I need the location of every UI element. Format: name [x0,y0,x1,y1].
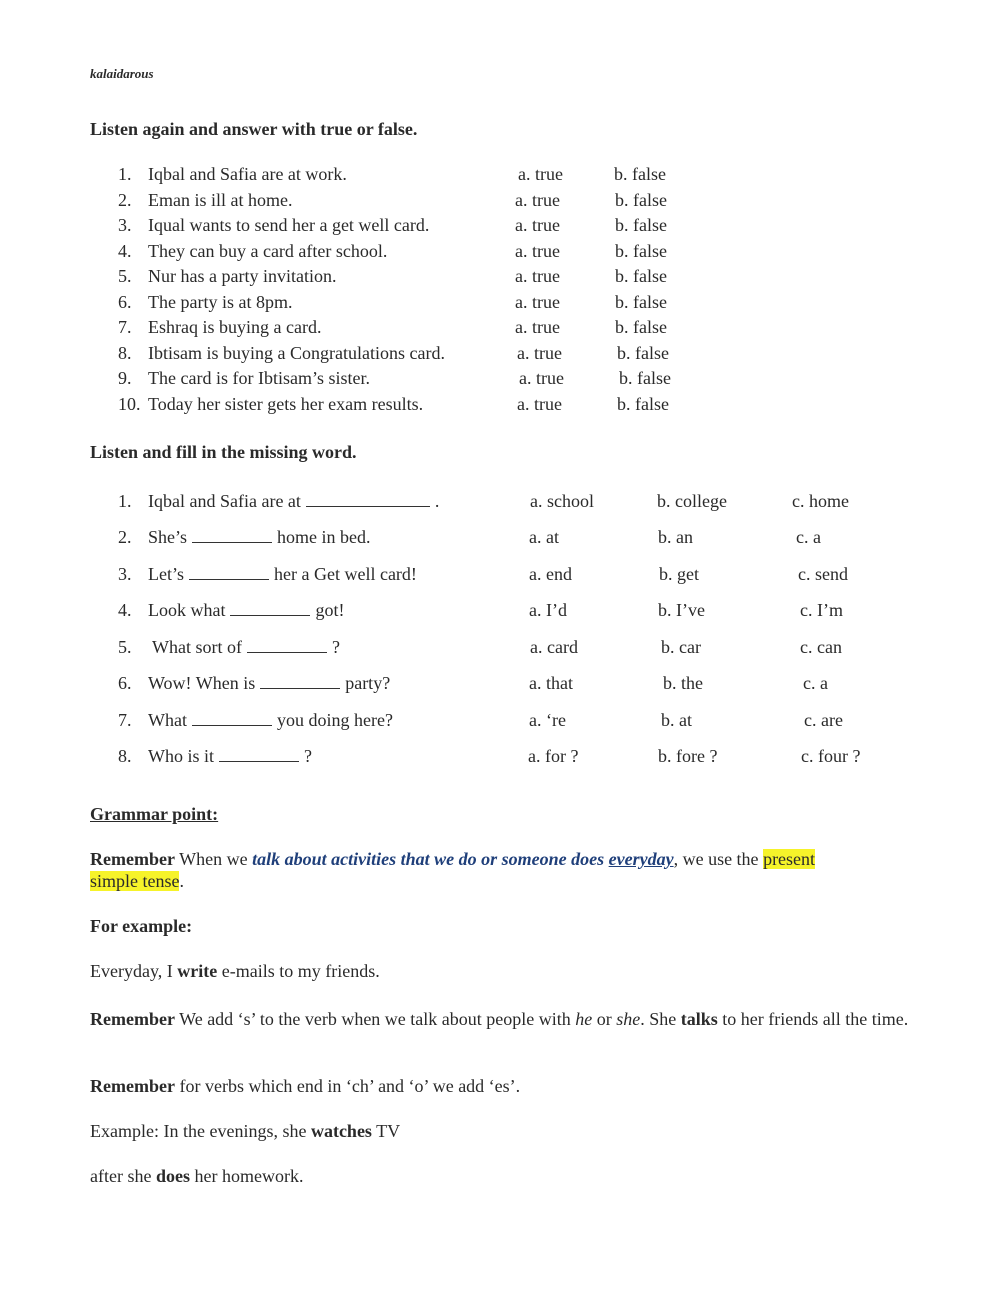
p1-text-a: When we [179,849,248,869]
remember-label: Remember [90,849,175,869]
question-number: 6. [118,673,132,693]
question-text: They can buy a card after school. [148,241,388,261]
option-false[interactable]: b. false [615,292,667,312]
option-false[interactable]: b. false [617,343,669,363]
ex3-text-b: her homework. [194,1166,304,1186]
ex1-text-a: Everyday, I [90,961,173,981]
fill-question-row [0,564,1000,588]
option-a[interactable]: a. for ? [528,746,579,766]
example-heading: For example: [90,916,193,936]
option-true[interactable]: a. true [515,215,560,235]
question-number: 5. [118,637,132,657]
option-false[interactable]: b. false [615,241,667,261]
p2-text-a: We add ‘s’ to the verb when we talk about people with [179,1009,571,1029]
fill-question-row [0,637,1000,661]
p2-text-b: . She [640,1009,677,1029]
ex2-text-a: Example: In the evenings, she [90,1121,307,1141]
option-true[interactable]: a. true [517,343,562,363]
sentence-end: her a Get well card! [274,564,417,584]
option-c[interactable]: c. send [798,564,848,584]
question-number: 2. [118,190,132,210]
example-sentence-2 [90,1121,400,1142]
option-b[interactable]: b. get [659,564,699,584]
tf-heading: Listen again and answer with true or false. [90,119,418,139]
option-false[interactable]: b. false [615,215,667,235]
grammar-paragraph-3 [90,1076,520,1097]
tf-question-row [0,368,1000,392]
p2-verb: talks [680,1009,718,1029]
tf-question-row [0,266,1000,290]
question-number: 1. [118,164,132,184]
option-true[interactable]: a. true [515,266,560,286]
option-c[interactable]: c. I’m [800,600,843,620]
option-a[interactable]: a. card [530,637,578,657]
p1-end: . [179,871,184,891]
option-c[interactable]: c. are [804,710,843,730]
sentence-end: home in bed. [277,527,371,547]
ex1-text-b: e-mails to my friends. [221,961,380,981]
example-sentence-1 [90,961,380,982]
answer-blank[interactable] [306,492,430,507]
answer-blank[interactable] [192,711,272,726]
question-sentence [148,710,393,731]
grammar-heading: Grammar point: [90,804,219,824]
question-number: 4. [118,241,132,261]
fill-question-row [0,491,1000,515]
fill-question-row [0,600,1000,624]
option-true[interactable]: a. true [515,190,560,210]
answer-blank[interactable] [247,638,327,653]
sentence-start: Wow! When is [148,673,256,693]
p1-everyday: everyday [608,849,674,869]
option-b[interactable]: b. an [658,527,693,547]
question-text: Iqual wants to send her a get well card. [148,215,430,235]
grammar-paragraph-1 [90,848,912,892]
question-number: 10. [118,394,141,414]
question-sentence [148,564,417,585]
answer-blank[interactable] [192,528,272,543]
fill-question-row [0,746,1000,770]
question-sentence [148,527,371,548]
p2-text-c: to her friends all the time. [722,1009,909,1029]
question-text: Nur has a party invitation. [148,266,337,286]
question-number: 8. [118,343,132,363]
question-number: 7. [118,710,132,730]
question-sentence [148,600,344,621]
tf-question-row [0,394,1000,418]
option-a[interactable]: a. school [530,491,594,511]
fill-question-row [0,673,1000,697]
question-number: 9. [118,368,132,388]
option-true[interactable]: a. true [515,241,560,261]
option-a[interactable]: a. that [529,673,573,693]
ex2-verb: watches [310,1121,372,1141]
question-text: Ibtisam is buying a Congratulations card. [148,343,445,363]
option-a[interactable]: a. I’d [529,600,567,620]
option-c[interactable]: c. a [803,673,828,693]
p2-she: she [616,1009,641,1029]
sentence-end: . [434,491,440,511]
sentence-end: ? [331,637,340,657]
ex1-verb: write [177,961,218,981]
option-a[interactable]: a. at [529,527,559,547]
option-true[interactable]: a. true [519,368,564,388]
ex2-text-b: TV [376,1121,401,1141]
author-name: kalaidarous [90,66,154,81]
ex3-text-a: after she [90,1166,152,1186]
option-b[interactable]: b. at [661,710,692,730]
question-sentence [148,491,439,512]
question-text: The party is at 8pm. [148,292,293,312]
sentence-start: She’s [148,527,188,547]
question-number: 1. [118,491,132,511]
option-false[interactable]: b. false [619,368,671,388]
p2-or: or [596,1009,612,1029]
option-b[interactable]: b. I’ve [658,600,705,620]
option-true[interactable]: a. true [515,317,560,337]
sentence-end: ? [304,746,312,766]
question-number: 8. [118,746,132,766]
ex3-verb: does [155,1166,190,1186]
question-sentence [152,637,340,658]
tf-question-row [0,215,1000,239]
question-number: 3. [118,564,132,584]
fill-heading: Listen and fill in the missing word. [90,442,357,462]
question-text: Iqbal and Safia are at work. [148,164,347,184]
remember-label-2: Remember [90,1009,175,1029]
question-number: 6. [118,292,132,312]
sentence-start: What [148,710,187,730]
answer-blank[interactable] [219,747,299,762]
question-number: 4. [118,600,132,620]
tf-question-row [0,292,1000,316]
question-sentence [148,746,312,767]
sentence-start: Who is it [148,746,214,766]
p1-blue-text: talk about activities that we do or someone does [252,849,605,869]
p2-he: he [575,1009,593,1029]
tf-question-row [0,343,1000,367]
option-false[interactable]: b. false [614,164,666,184]
option-false[interactable]: b. false [615,266,667,286]
option-b[interactable]: b. the [663,673,703,693]
fill-question-row [0,710,1000,734]
option-c[interactable]: c. can [800,637,842,657]
question-number: 5. [118,266,132,286]
question-text: The card is for Ibtisam’s sister. [148,368,370,388]
answer-blank[interactable] [260,674,340,689]
question-text: Eshraq is buying a card. [148,317,322,337]
sentence-end: got! [315,600,345,620]
option-c[interactable]: c. four ? [801,746,861,766]
answer-blank[interactable] [189,565,269,580]
question-number: 2. [118,527,132,547]
question-text: Eman is ill at home. [148,190,293,210]
sentence-start: What sort of [152,637,242,657]
question-text: Today her sister gets her exam results. [148,394,424,414]
sentence-end: party? [345,673,391,693]
example-sentence-3 [90,1166,303,1187]
option-a[interactable]: a. ‘re [529,710,566,730]
fill-question-row [0,527,1000,551]
question-sentence [148,673,390,694]
answer-blank[interactable] [230,601,310,616]
option-false[interactable]: b. false [615,317,667,337]
p3-text: for verbs which end in ‘ch’ and ‘o’ we add ‘es’. [179,1076,521,1096]
option-false[interactable]: b. false [615,190,667,210]
option-true[interactable]: a. true [517,394,562,414]
tf-question-row [0,190,1000,214]
tf-question-row [0,317,1000,341]
option-b[interactable]: b. college [657,491,727,511]
highlight-simple-tense: simple tense [90,871,180,891]
sentence-start: Let’s [148,564,184,584]
grammar-paragraph-2 [90,1008,912,1030]
sentence-start: Iqbal and Safia are at [148,491,301,511]
p1-text-b: , we use the [673,849,759,869]
sentence-start: Look what [148,600,226,620]
option-false[interactable]: b. false [617,394,669,414]
question-number: 3. [118,215,132,235]
option-true[interactable]: a. true [518,164,563,184]
option-b[interactable]: b. car [661,637,701,657]
remember-label-3: Remember [90,1076,175,1096]
sentence-end: you doing here? [276,710,393,730]
option-true[interactable]: a. true [515,292,560,312]
highlight-present: present [763,849,816,869]
tf-question-row [0,241,1000,265]
option-c[interactable]: c. a [796,527,821,547]
option-a[interactable]: a. end [529,564,572,584]
option-b[interactable]: b. fore ? [658,746,718,766]
option-c[interactable]: c. home [792,491,849,511]
tf-question-row [0,164,1000,188]
question-number: 7. [118,317,132,337]
